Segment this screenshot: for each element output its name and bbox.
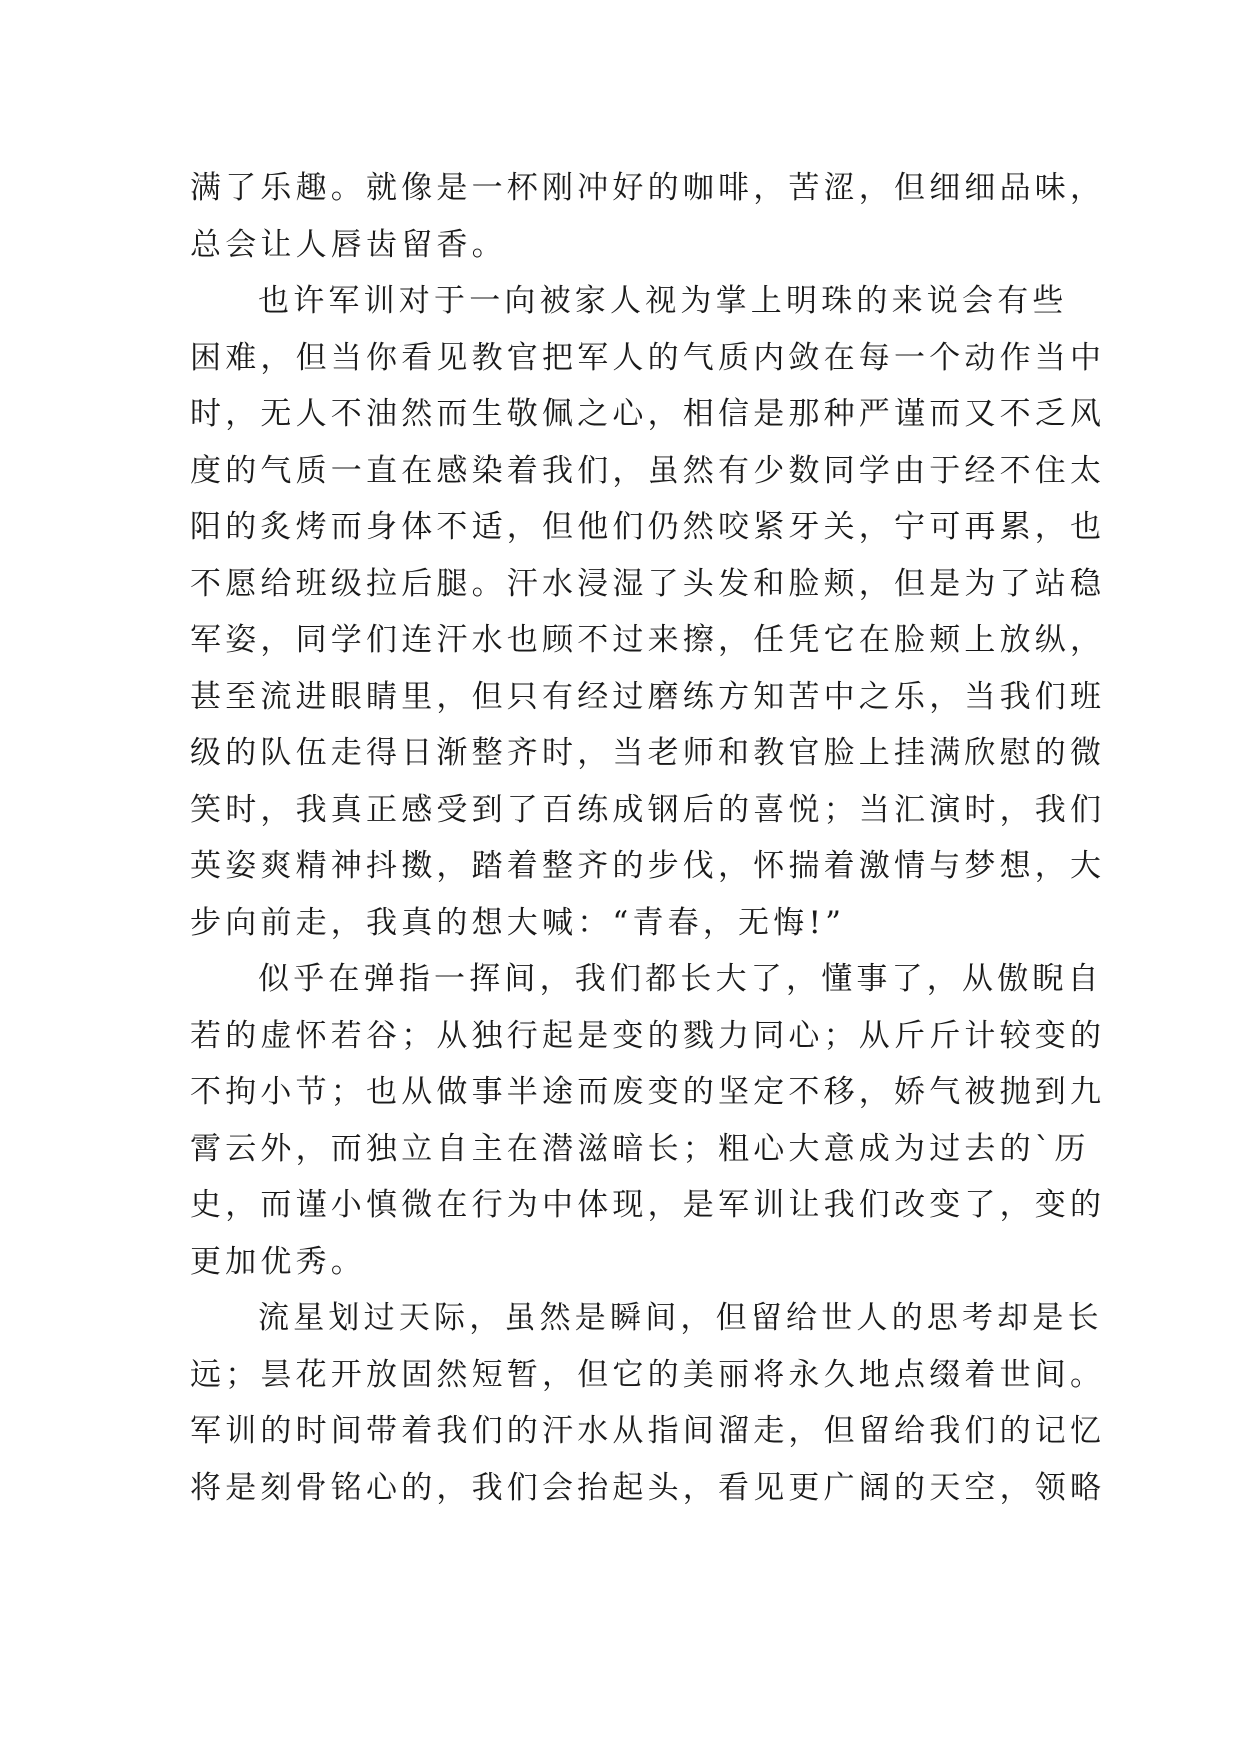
- text-line-21: 流星划过天际，虽然是瞬间，但留给世人的思考却是长: [258, 1300, 1103, 1336]
- body-text: [190, 160, 1106, 1516]
- text-line-4: 困难，但当你看见教官把军人的气质内敛在每一个动作当中: [190, 339, 1106, 376]
- text-line-19: 史，而谨小慎微在行为中体现，是军训让我们改变了，变的: [190, 1187, 1106, 1223]
- text-line-13: 英姿爽精神抖擞，踏着整齐的步伐，怀揣着激情与梦想，大: [190, 848, 1106, 884]
- text-line-1: 满了乐趣。就像是一杯刚冲好的咖啡，苦涩，但细细品味，: [190, 170, 1106, 206]
- text-line-12: 笑时，我真正感受到了百练成钢后的喜悦；当汇演时，我们: [190, 791, 1106, 828]
- text-line-15: 似乎在弹指一挥间，我们都长大了，懂事了，从傲睨自: [258, 961, 1103, 997]
- text-line-18: 霄云外，而独立自主在潜滋暗长；粗心大意成为过去的`历: [190, 1130, 1090, 1167]
- text-line-9: 军姿，同学们连汗水也顾不过来擦，任凭它在脸颊上放纵，: [190, 622, 1106, 658]
- text-line-17: 不拘小节；也从做事半途而废变的坚定不移，娇气被抛到九: [190, 1074, 1106, 1110]
- text-line-7: 阳的炙烤而身体不适，但他们仍然咬紧牙关，宁可再累，也: [190, 509, 1106, 545]
- text-line-10: 甚至流进眼睛里，但只有经过磨练方知苦中之乐，当我们班: [190, 678, 1106, 715]
- text-line-16: 若的虚怀若谷；从独行起是变的戮力同心；从斤斤计较变的: [190, 1017, 1106, 1054]
- text-line-14: 步向前走，我真的想大喊：“青春，无悔!”: [190, 904, 846, 941]
- text-line-8: 不愿给班级拉后腿。汗水浸湿了头发和脸颊，但是为了站稳: [190, 565, 1106, 602]
- text-line-22: 远；昙花开放固然短暂，但它的美丽将永久地点缀着世间。: [190, 1356, 1106, 1393]
- text-line-5: 时，无人不油然而生敬佩之心，相信是那种严谨而又不乏风: [190, 396, 1106, 432]
- text-line-2: 总会让人唇齿留香。: [190, 226, 507, 263]
- text-line-23: 军训的时间带着我们的汗水从指间溜走，但留给我们的记忆: [190, 1413, 1106, 1449]
- text-line-20: 更加优秀。: [190, 1243, 366, 1280]
- text-line-6: 度的气质一直在感染着我们，虽然有少数同学由于经不住太: [190, 452, 1106, 489]
- text-line-3: 也许军训对于一向被家人视为掌上明珠的来说会有些: [258, 283, 1068, 319]
- text-line-11: 级的队伍走得日渐整齐时，当老师和教官脸上挂满欣慰的微: [190, 735, 1106, 771]
- text-line-24: 将是刻骨铭心的，我们会抬起头，看见更广阔的天空，领略: [190, 1469, 1106, 1506]
